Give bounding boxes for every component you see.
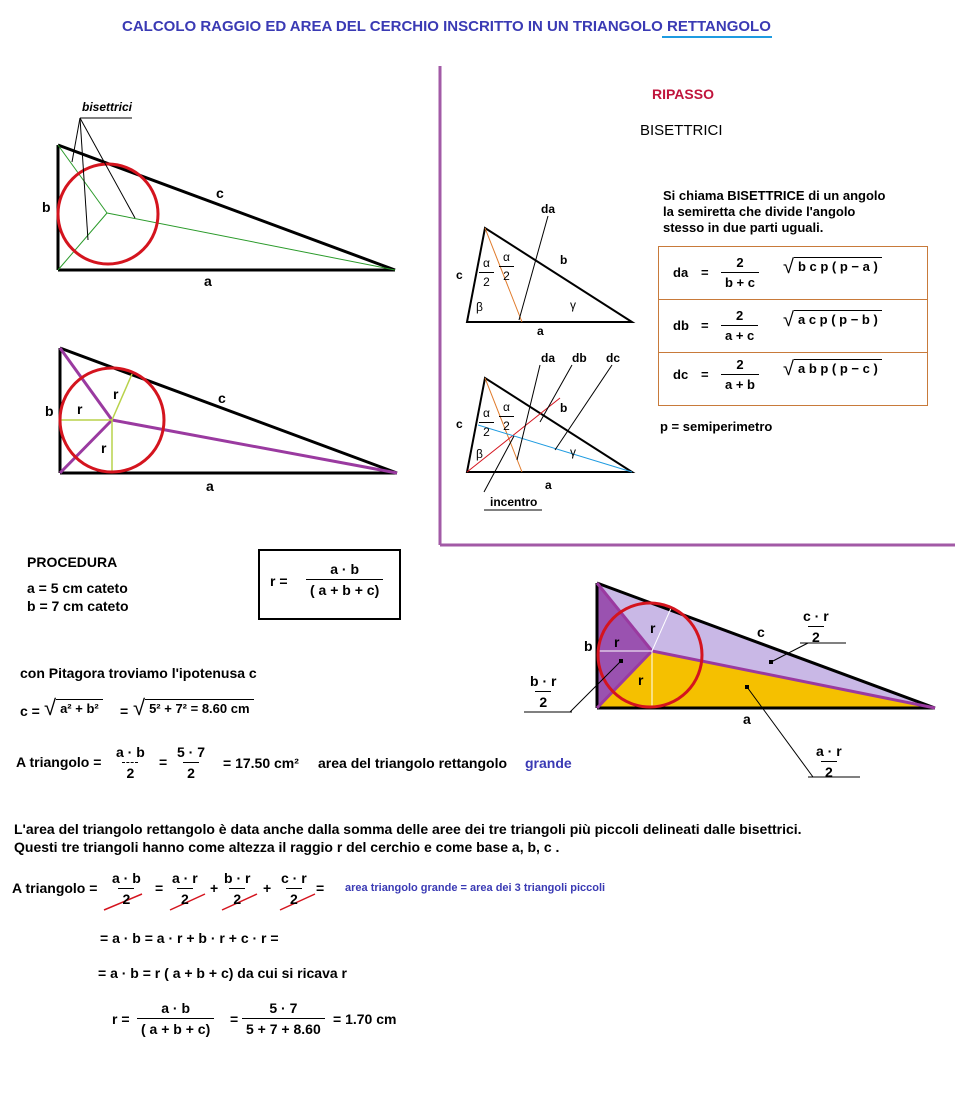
tri1-label-b: b [560, 253, 568, 267]
paragraph-line-2: Questi tre triangoli hanno come altezza il raggio r del cerchio e come base a, b, c . [14, 839, 560, 855]
tri2-label-b: b [560, 401, 568, 415]
fig2-label-r-bottom: r [101, 440, 107, 456]
area-frac-1: $\frac{a \cdot b}{2}$ [116, 744, 145, 781]
tri2-label-dc: dc [606, 351, 621, 365]
area-frac-2: $\frac{5 \cdot 7}{2}$ [177, 744, 206, 781]
fig1-bisettrici-label: bisettrici [82, 100, 133, 114]
radius-formula-box: r = $\frac{a \cdot b}{( a + b + c)}$ [258, 549, 401, 620]
steps-frac-1: $\frac{a \cdot b}{( a + b + c)}$ [137, 1000, 214, 1037]
area-desc: area del triangolo rettangolo [318, 755, 508, 771]
pitagora-c-lhs: c = [20, 703, 40, 719]
tri1-gamma: γ [570, 298, 576, 312]
sum-lhs: A triangolo = [12, 880, 98, 896]
tri2-beta: β [476, 447, 483, 461]
tri1-label-c: c [456, 268, 463, 282]
figure-1 [58, 118, 395, 270]
tri2-label-db: db [572, 351, 587, 365]
fig3-label-c: c [757, 624, 765, 640]
fig2-label-r-top: r [113, 386, 119, 402]
formula-row-dc: dc = $\frac{2}{a + b}$ √ a b p ( p − c ) [659, 353, 927, 405]
figure-3 [524, 583, 935, 777]
pitagora-root-2: √ 5² + 7² = 8.60 cm [133, 697, 254, 719]
sum-frac-cr: $\frac{c \cdot r}{2}$ [281, 870, 307, 907]
tri2-alpha-half-right: $\frac{\alpha}{2}$ [499, 400, 514, 433]
fig3-label-r-bottom: r [638, 672, 644, 688]
page-title: CALCOLO RAGGIO ED AREA DEL CERCHIO INSCRITTO IN UN TRIANGOLO RETTANGOLO [122, 18, 771, 35]
tri2-label-c: c [456, 417, 463, 431]
tri1-label-da: da [541, 202, 556, 216]
sum-frac-br: $\frac{b \cdot r}{2}$ [224, 870, 251, 907]
fig3-label-r-left: r [614, 634, 620, 650]
steps-eq: = [230, 1011, 239, 1027]
steps-r-lhs: r = [112, 1011, 130, 1027]
incentro-label: incentro [490, 495, 538, 509]
fig3-label-r-top: r [650, 620, 656, 636]
fig3-label-a: a [743, 711, 751, 727]
pitagora-eq: = [120, 703, 129, 719]
tri1-beta: β [476, 300, 483, 314]
sum-eq-1: = [155, 880, 164, 896]
paragraph-line-1: L'area del triangolo rettangolo è data anche dalla somma delle aree dei tre triangoli più piccoli delineati dalle bisettrici. [14, 821, 802, 837]
area-eq: = [159, 754, 168, 770]
steps-frac-2: $\frac{5 \cdot 7}{5 + 7 + 8.60}$ [242, 1000, 325, 1037]
formula-row-da: da = $\frac{2}{b + c}$ √ b c p ( p − a ) [659, 247, 927, 300]
sum-note: area triangolo grande = area dei 3 triangoli piccoli [345, 882, 606, 894]
formula-row-db: db = $\frac{2}{a + c}$ √ a c p ( p − b ) [659, 300, 927, 353]
tri1-alpha-half-left: $\frac{\alpha}{2}$ [479, 256, 494, 289]
fig2-label-r-left: r [77, 401, 83, 417]
fig2-label-c: c [218, 390, 226, 406]
fig2-label-a: a [206, 478, 214, 494]
sum-frac-ab: $\frac{a \cdot b}{2}$ [112, 870, 141, 907]
area-result: = 17.50 cm² [223, 755, 299, 771]
fig1-label-b: b [42, 199, 51, 215]
tri1-label-a: a [537, 324, 544, 338]
sum-eq-2: = [316, 880, 325, 896]
fig1-label-c: c [216, 185, 224, 201]
ripasso-heading: RIPASSO [652, 86, 714, 102]
definition-line-1: Si chiama BISETTRICE di un angolo [663, 188, 886, 203]
bisettrici-heading: BISETTRICI [640, 122, 723, 139]
step-line-1: = a · b = a · r + b · r + c · r = [100, 930, 279, 946]
tri2-alpha-half-left: $\frac{\alpha}{2}$ [479, 406, 494, 439]
fig1-label-a: a [204, 273, 212, 289]
fig3-callout-ar: $\frac{a \cdot r}{2}$ [816, 743, 842, 780]
procedura-a: a = 5 cm cateto [27, 580, 128, 596]
sum-plus-2: + [263, 880, 272, 896]
sum-frac-ar: $\frac{a \cdot r}{2}$ [172, 870, 198, 907]
procedura-b: b = 7 cm cateto [27, 598, 129, 614]
pitagora-root-1: √ a² + b² [44, 697, 103, 719]
tri2-label-a: a [545, 478, 552, 492]
definition-line-2: la semiretta che divide l'angolo [663, 204, 856, 219]
definition-line-3: stesso in due parti uguali. [663, 220, 824, 235]
sum-plus-1: + [210, 880, 219, 896]
procedura-heading: PROCEDURA [27, 554, 118, 570]
semiperimetro-note: p = semiperimetro [660, 419, 773, 434]
fig3-callout-cr: $\frac{c \cdot r}{2}$ [803, 608, 829, 645]
bisector-formula-table [658, 246, 928, 406]
figure-2 [60, 348, 397, 473]
tri1-alpha-half-right: $\frac{\alpha}{2}$ [499, 250, 514, 283]
tri2-label-da: da [541, 351, 556, 365]
area-lhs: A triangolo = [16, 754, 102, 770]
area-grande: grande [525, 755, 572, 771]
step-line-2: = a · b = r ( a + b + c) da cui si ricava r [98, 965, 348, 981]
pitagora-intro: con Pitagora troviamo l'ipotenusa c [20, 665, 257, 681]
tri2-gamma: γ [570, 445, 576, 459]
steps-result: = 1.70 cm [333, 1011, 397, 1027]
fig3-label-b: b [584, 638, 593, 654]
fig2-label-b: b [45, 403, 54, 419]
fig3-callout-br: $\frac{b \cdot r}{2}$ [530, 673, 557, 710]
